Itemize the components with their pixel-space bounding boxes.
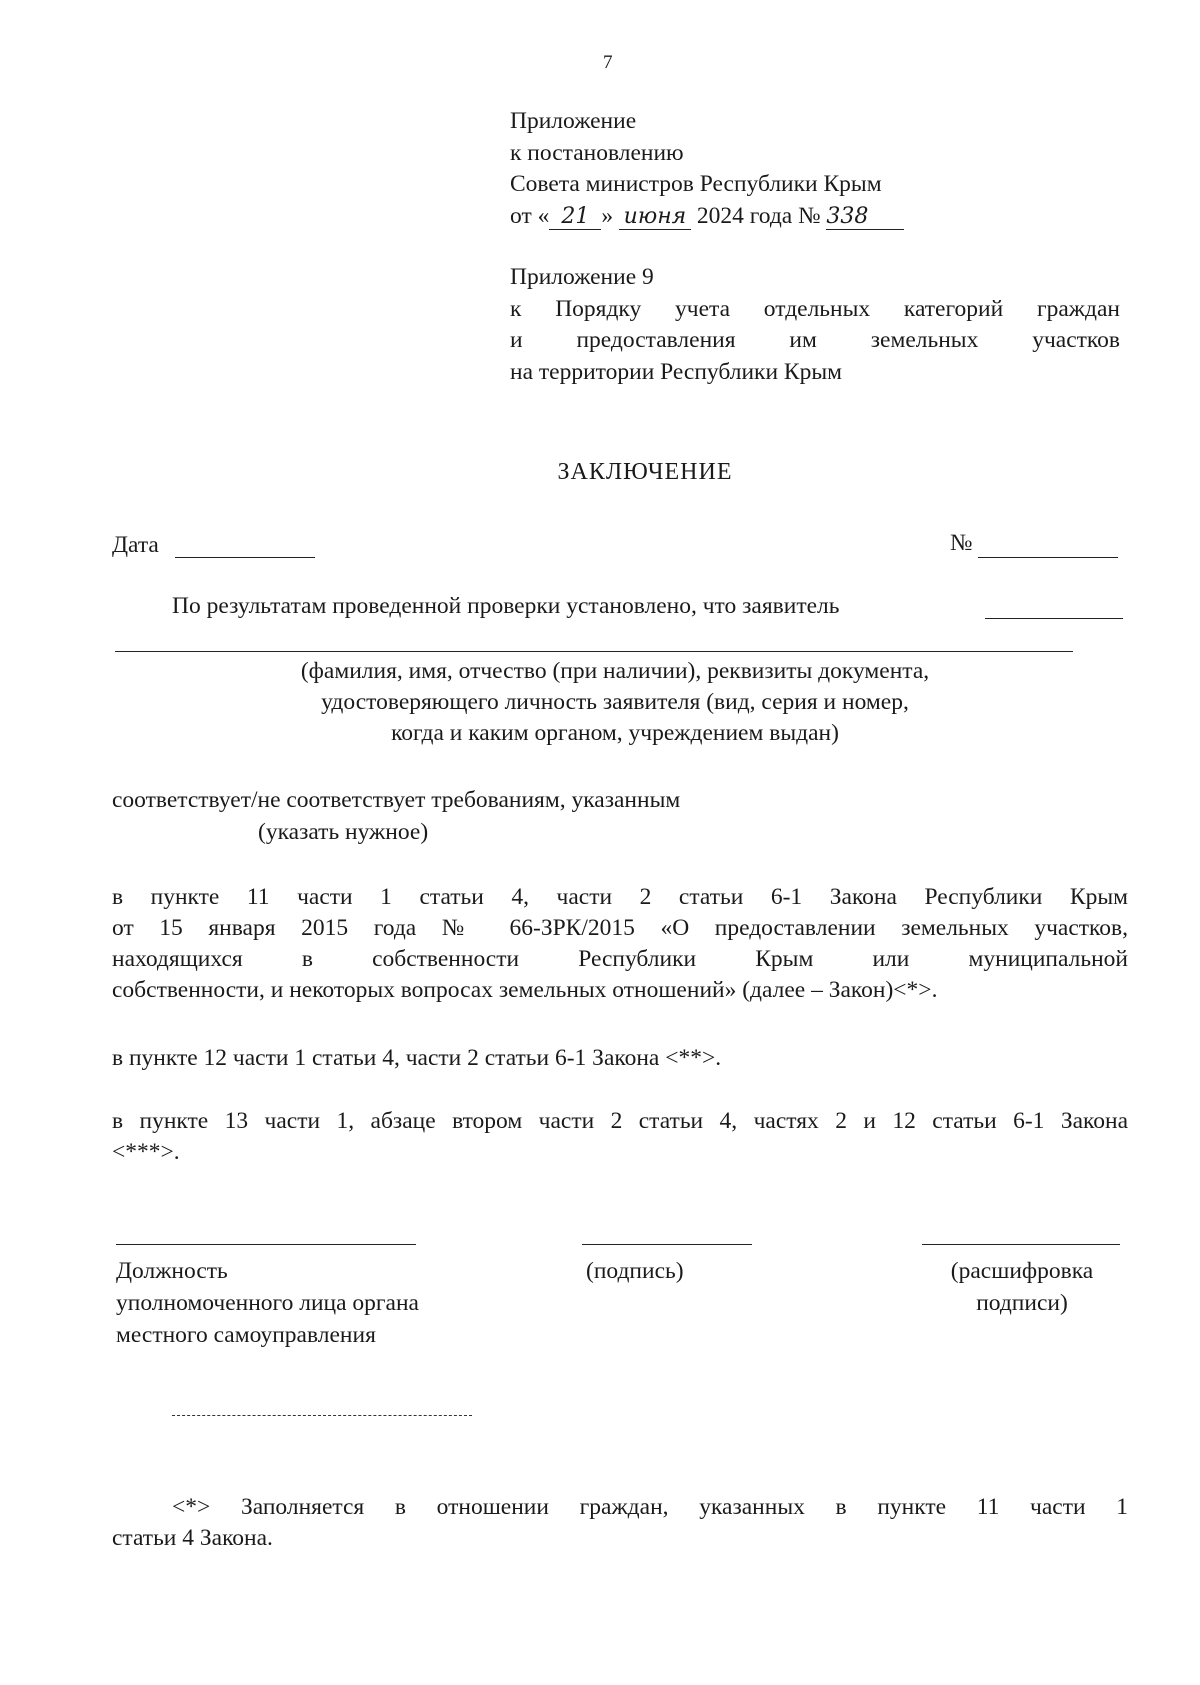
- paragraph-3-line-1: в пункте 13 части 1, абзаце втором части 2 статьи 4, частях 2 и 12 статьи 6-1 Закона: [112, 1108, 1128, 1134]
- date-field[interactable]: [175, 557, 315, 558]
- decode-signature-line[interactable]: [922, 1244, 1120, 1245]
- handwritten-day: 21: [549, 205, 601, 230]
- applicant-hint-line-2: удостоверяющего личность заявителя (вид, серия и номер,: [321, 689, 909, 715]
- paragraph-2: в пункте 12 части 1 статьи 4, части 2 статьи 6-1 Закона <**>.: [112, 1045, 722, 1071]
- conformity-text: соответствует/не соответствует требованиям, указанным: [112, 787, 681, 813]
- number-field[interactable]: [978, 557, 1118, 558]
- position-signature-line[interactable]: [116, 1244, 416, 1245]
- appendix-line-2: к Порядку учета отдельных категорий граждан: [510, 295, 1120, 322]
- appendix-line-3: и предоставления им земельных участков: [510, 327, 1120, 353]
- approval-line-3: Совета министров Республики Крым: [510, 171, 882, 197]
- decode-line-2: подписи): [976, 1290, 1068, 1316]
- position-line-1: Должность: [116, 1258, 228, 1284]
- decode-line-1: (расшифровка: [950, 1258, 1094, 1284]
- position-caption: [116, 1255, 419, 1351]
- appendix-block: [510, 262, 1120, 388]
- date-prefix: от «: [510, 202, 550, 229]
- paragraph-1-line-2: от 15 января 2015 года № 66-ЗРК/2015 «О предоставлении земельных участков,: [112, 915, 1128, 941]
- paragraph-1-line-1: в пункте 11 части 1 статьи 4, части 2 статьи 6-1 Закона Республики Крым: [112, 884, 1128, 910]
- approval-block: [510, 106, 904, 232]
- handwritten-month: июня: [619, 205, 691, 230]
- footnote-separator: [172, 1415, 472, 1416]
- number-label: №: [950, 530, 973, 556]
- handwritten-number: 338: [826, 205, 904, 230]
- position-line-3: местного самоуправления: [116, 1322, 376, 1348]
- applicant-hint-line-1: (фамилия, имя, отчество (при наличии), реквизиты документа,: [300, 658, 930, 684]
- signature-line[interactable]: [582, 1244, 752, 1245]
- appendix-line-1: Приложение 9: [510, 264, 654, 290]
- signature-caption: (подпись): [586, 1258, 684, 1284]
- approval-line-1: Приложение: [510, 108, 637, 134]
- paragraph-3-line-2: <***>.: [112, 1139, 180, 1165]
- footnote: [112, 1492, 1128, 1554]
- decode-caption: [922, 1255, 1122, 1319]
- applicant-hint: [115, 656, 1115, 749]
- paragraph-1-line-4: собственности, и некоторых вопросах земельных отношений» (далее – Закон)<*>.: [112, 977, 938, 1003]
- approval-line-2: к постановлению: [510, 139, 684, 166]
- applicant-field-2[interactable]: [115, 651, 1073, 652]
- appendix-line-4: на территории Республики Крым: [510, 358, 842, 385]
- page-number: 7: [603, 52, 613, 73]
- position-line-2: уполномоченного лица органа: [116, 1290, 419, 1316]
- paragraph-1: [112, 882, 1128, 1006]
- paragraph-3: [112, 1106, 1128, 1168]
- footnote-line-1: <*> Заполняется в отношении граждан, указанных в пункте 11 части 1: [172, 1494, 1128, 1520]
- footnote-line-2: статьи 4 Закона.: [112, 1525, 273, 1551]
- intro-text: По результатам проведенной проверки установлено, что заявитель: [172, 593, 840, 619]
- paragraph-1-line-3: находящихся в собственности Республики Крым или муниципальной: [112, 946, 1128, 972]
- year-text: 2024 года №: [696, 202, 821, 229]
- conformity-hint: (указать нужное): [258, 819, 429, 845]
- document-title: ЗАКЛЮЧЕНИЕ: [557, 459, 733, 485]
- applicant-field-1[interactable]: [985, 618, 1123, 619]
- date-label: Дата: [112, 532, 159, 558]
- applicant-hint-line-3: когда и каким органом, учреждением выдан): [391, 720, 839, 746]
- date-mid: »: [601, 202, 614, 229]
- approval-date-line: [510, 201, 904, 233]
